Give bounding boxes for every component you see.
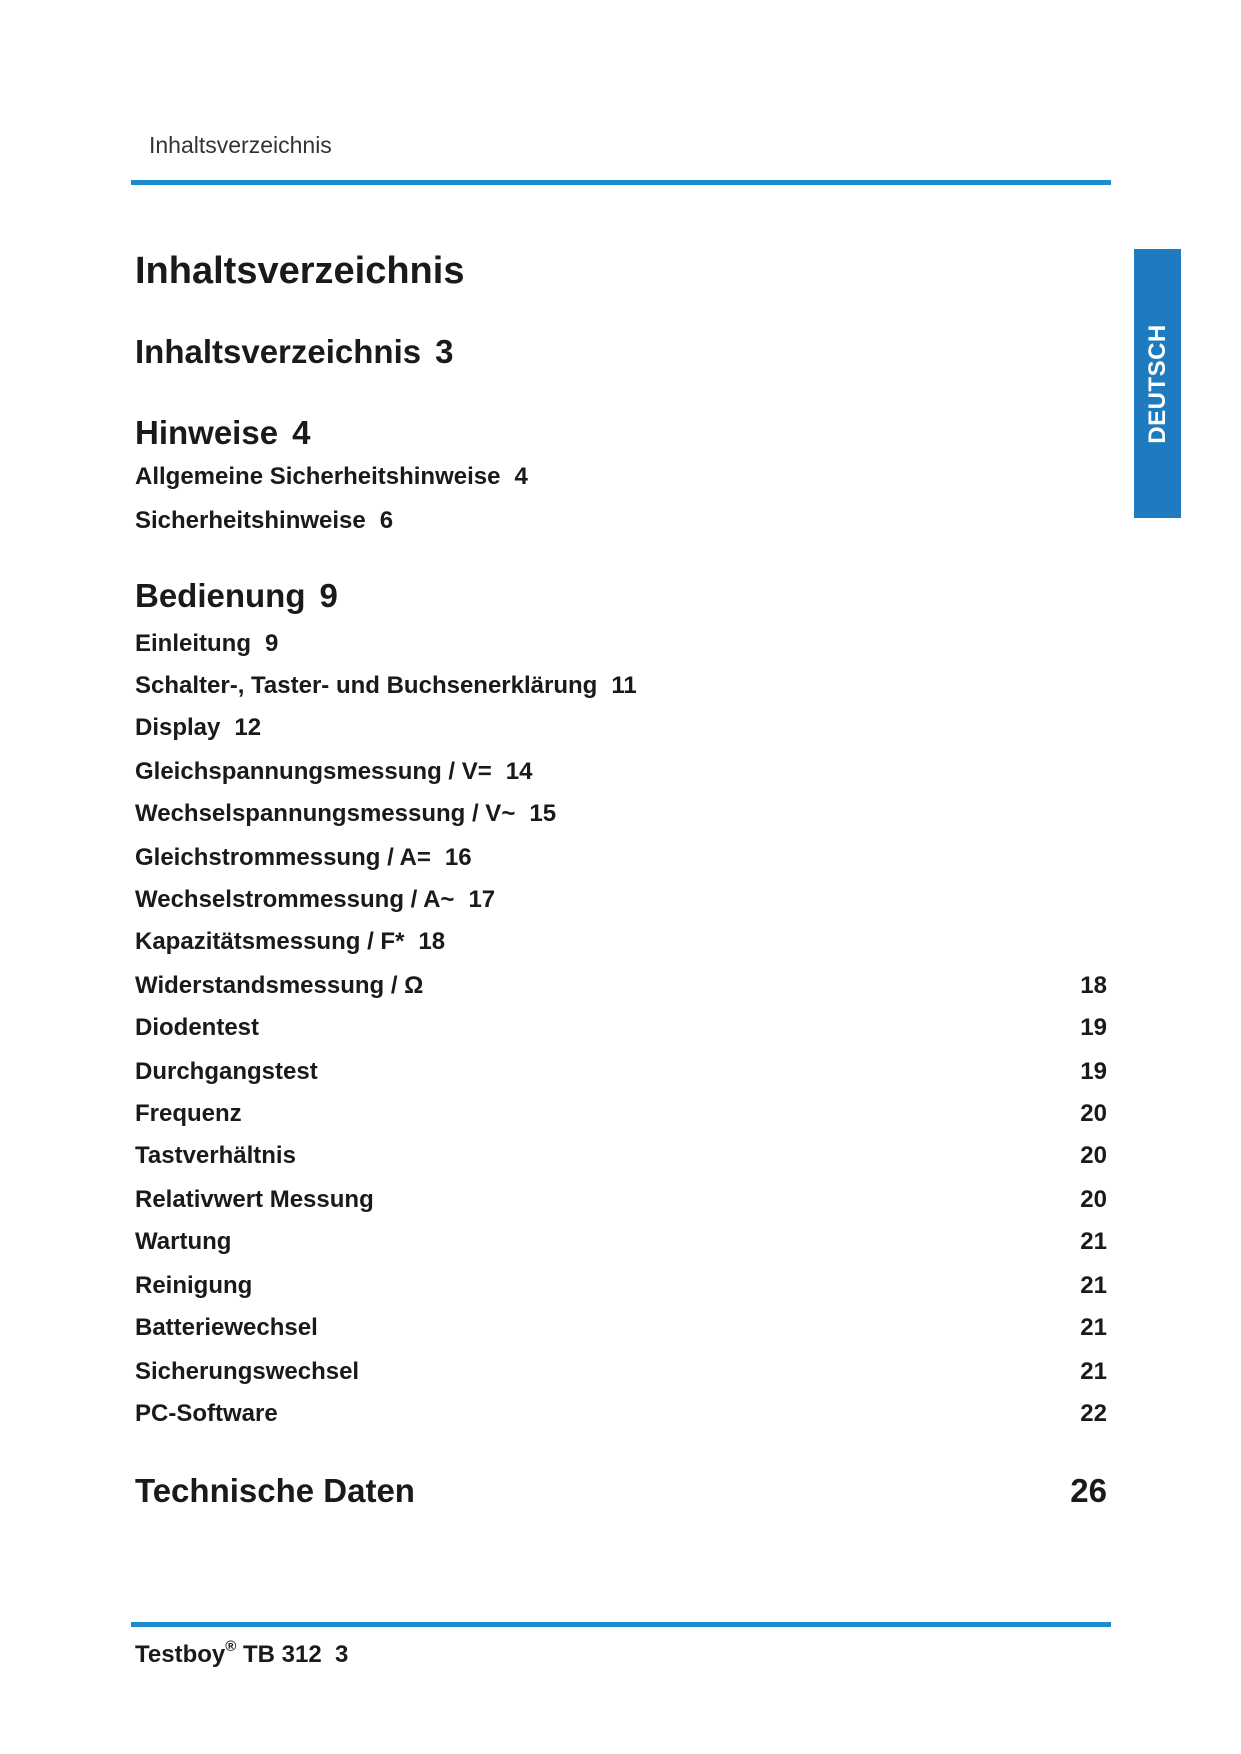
footer (135, 1638, 349, 1669)
toc-entry-title: Sicherheitshinweise (135, 507, 366, 534)
footer-page-number: 3 (335, 1641, 349, 1668)
toc-entry-page: 4 (514, 463, 528, 490)
toc-entry[interactable] (135, 886, 1107, 914)
footer-model: TB 312 (242, 1641, 322, 1668)
toc-entry-page: 11 (611, 672, 637, 699)
toc-entry-page: 22 (1080, 1400, 1107, 1427)
toc-entry-title: Wechselspannungsmessung / V~ (135, 800, 516, 827)
toc-entry-page: 21 (1080, 1228, 1107, 1255)
toc-entry-page: 26 (1070, 1472, 1107, 1509)
toc-entry-page: 20 (1080, 1142, 1107, 1169)
toc-entry[interactable] (135, 1358, 1107, 1386)
toc-entry-title: Allgemeine Sicherheitshinweise (135, 463, 501, 490)
toc-entry[interactable] (135, 1058, 1107, 1086)
toc-entry-page: 21 (1080, 1358, 1107, 1385)
toc-entry-title: Wechselstrommessung / A~ (135, 886, 455, 913)
toc-entry-page: 18 (1080, 972, 1107, 999)
toc-entry[interactable] (135, 1314, 1107, 1342)
toc-entry-page: 21 (1080, 1272, 1107, 1299)
toc-entry[interactable] (135, 1228, 1107, 1256)
toc-chapter[interactable] (135, 577, 1107, 615)
toc-entry-title: PC-Software (135, 1400, 278, 1427)
toc-entry-page: 9 (319, 577, 338, 614)
toc-entry[interactable] (135, 630, 1107, 658)
toc-entry-title: Durchgangstest (135, 1058, 318, 1085)
toc-entry[interactable] (135, 1142, 1107, 1170)
toc-entry[interactable] (135, 1272, 1107, 1300)
toc-entry-page: 20 (1080, 1186, 1107, 1213)
toc-entry-page: 19 (1080, 1014, 1107, 1041)
running-header: Inhaltsverzeichnis (149, 132, 332, 158)
footer-brand: Testboy (135, 1641, 226, 1668)
toc-entry-title: Technische Daten (135, 1472, 415, 1509)
toc-entry[interactable] (135, 800, 1107, 828)
toc-entry-page: 17 (468, 886, 496, 913)
toc-entry-page: 21 (1080, 1314, 1107, 1341)
toc-entry-title: Gleichspannungsmessung / V= (135, 758, 492, 785)
toc-entry[interactable] (135, 758, 1107, 786)
toc-entry[interactable] (135, 714, 1107, 742)
toc-entry-title: Relativwert Messung (135, 1186, 374, 1213)
toc-entry[interactable] (135, 972, 1107, 1000)
toc-entry-page: 20 (1080, 1100, 1107, 1127)
toc-entry-title: Sicherungswechsel (135, 1358, 360, 1385)
toc-entry-page: 15 (529, 800, 557, 827)
toc-entry-page: 9 (265, 630, 279, 657)
toc-entry-page: 14 (505, 758, 533, 785)
toc-entry-page: 12 (234, 714, 262, 741)
toc-entry-title: Widerstandsmessung / Ω (135, 972, 424, 999)
page-title: Inhaltsverzeichnis (135, 250, 465, 292)
toc-entry[interactable] (135, 1186, 1107, 1214)
toc-entry-title: Tastverhältnis (135, 1142, 296, 1169)
toc-entry-title: Einleitung (135, 630, 251, 657)
toc-entry-page: 18 (418, 928, 446, 955)
toc-chapter[interactable] (135, 414, 1107, 452)
toc-entry-page: 19 (1080, 1058, 1107, 1085)
toc-entry[interactable] (135, 463, 1107, 491)
toc-entry[interactable] (135, 928, 1107, 956)
toc-entry-title: Schalter-, Taster- und Buchsenerklärung (135, 672, 598, 699)
toc-entry-page: 16 (444, 844, 472, 871)
language-tab-label: DEUTSCH (1143, 323, 1171, 444)
toc-entry-page: 4 (292, 414, 311, 451)
toc-entry-page: 6 (379, 507, 394, 534)
toc-entry-title: Diodentest (135, 1014, 260, 1041)
footer-rule (131, 1622, 1111, 1627)
toc-entry-title: Frequenz (135, 1100, 242, 1127)
header-rule (131, 180, 1111, 185)
toc-entry-title: Bedienung (135, 577, 306, 614)
registered-mark: ® (225, 1638, 237, 1655)
toc-entry[interactable] (135, 844, 1107, 872)
toc-entry-title: Gleichstrommessung / A= (135, 844, 431, 871)
toc-entry-title: Inhaltsverzeichnis (135, 333, 422, 370)
toc-entry-title: Display (135, 714, 221, 741)
toc-entry[interactable] (135, 1014, 1107, 1042)
toc-entry[interactable] (135, 672, 1107, 700)
toc-entry[interactable] (135, 507, 1107, 535)
toc-entry-page: 3 (435, 333, 454, 370)
language-tab[interactable] (1134, 249, 1181, 518)
toc-chapter[interactable] (135, 1472, 1107, 1510)
toc-entry-title: Hinweise (135, 414, 279, 451)
toc-entry-title: Kapazitätsmessung / F* (135, 928, 405, 955)
toc-entry-title: Batteriewechsel (135, 1314, 318, 1341)
toc-chapter[interactable] (135, 333, 1107, 371)
toc-entry[interactable] (135, 1400, 1107, 1428)
toc-entry[interactable] (135, 1100, 1107, 1128)
toc-entry-title: Reinigung (135, 1272, 253, 1299)
toc-entry-title: Wartung (135, 1228, 232, 1255)
